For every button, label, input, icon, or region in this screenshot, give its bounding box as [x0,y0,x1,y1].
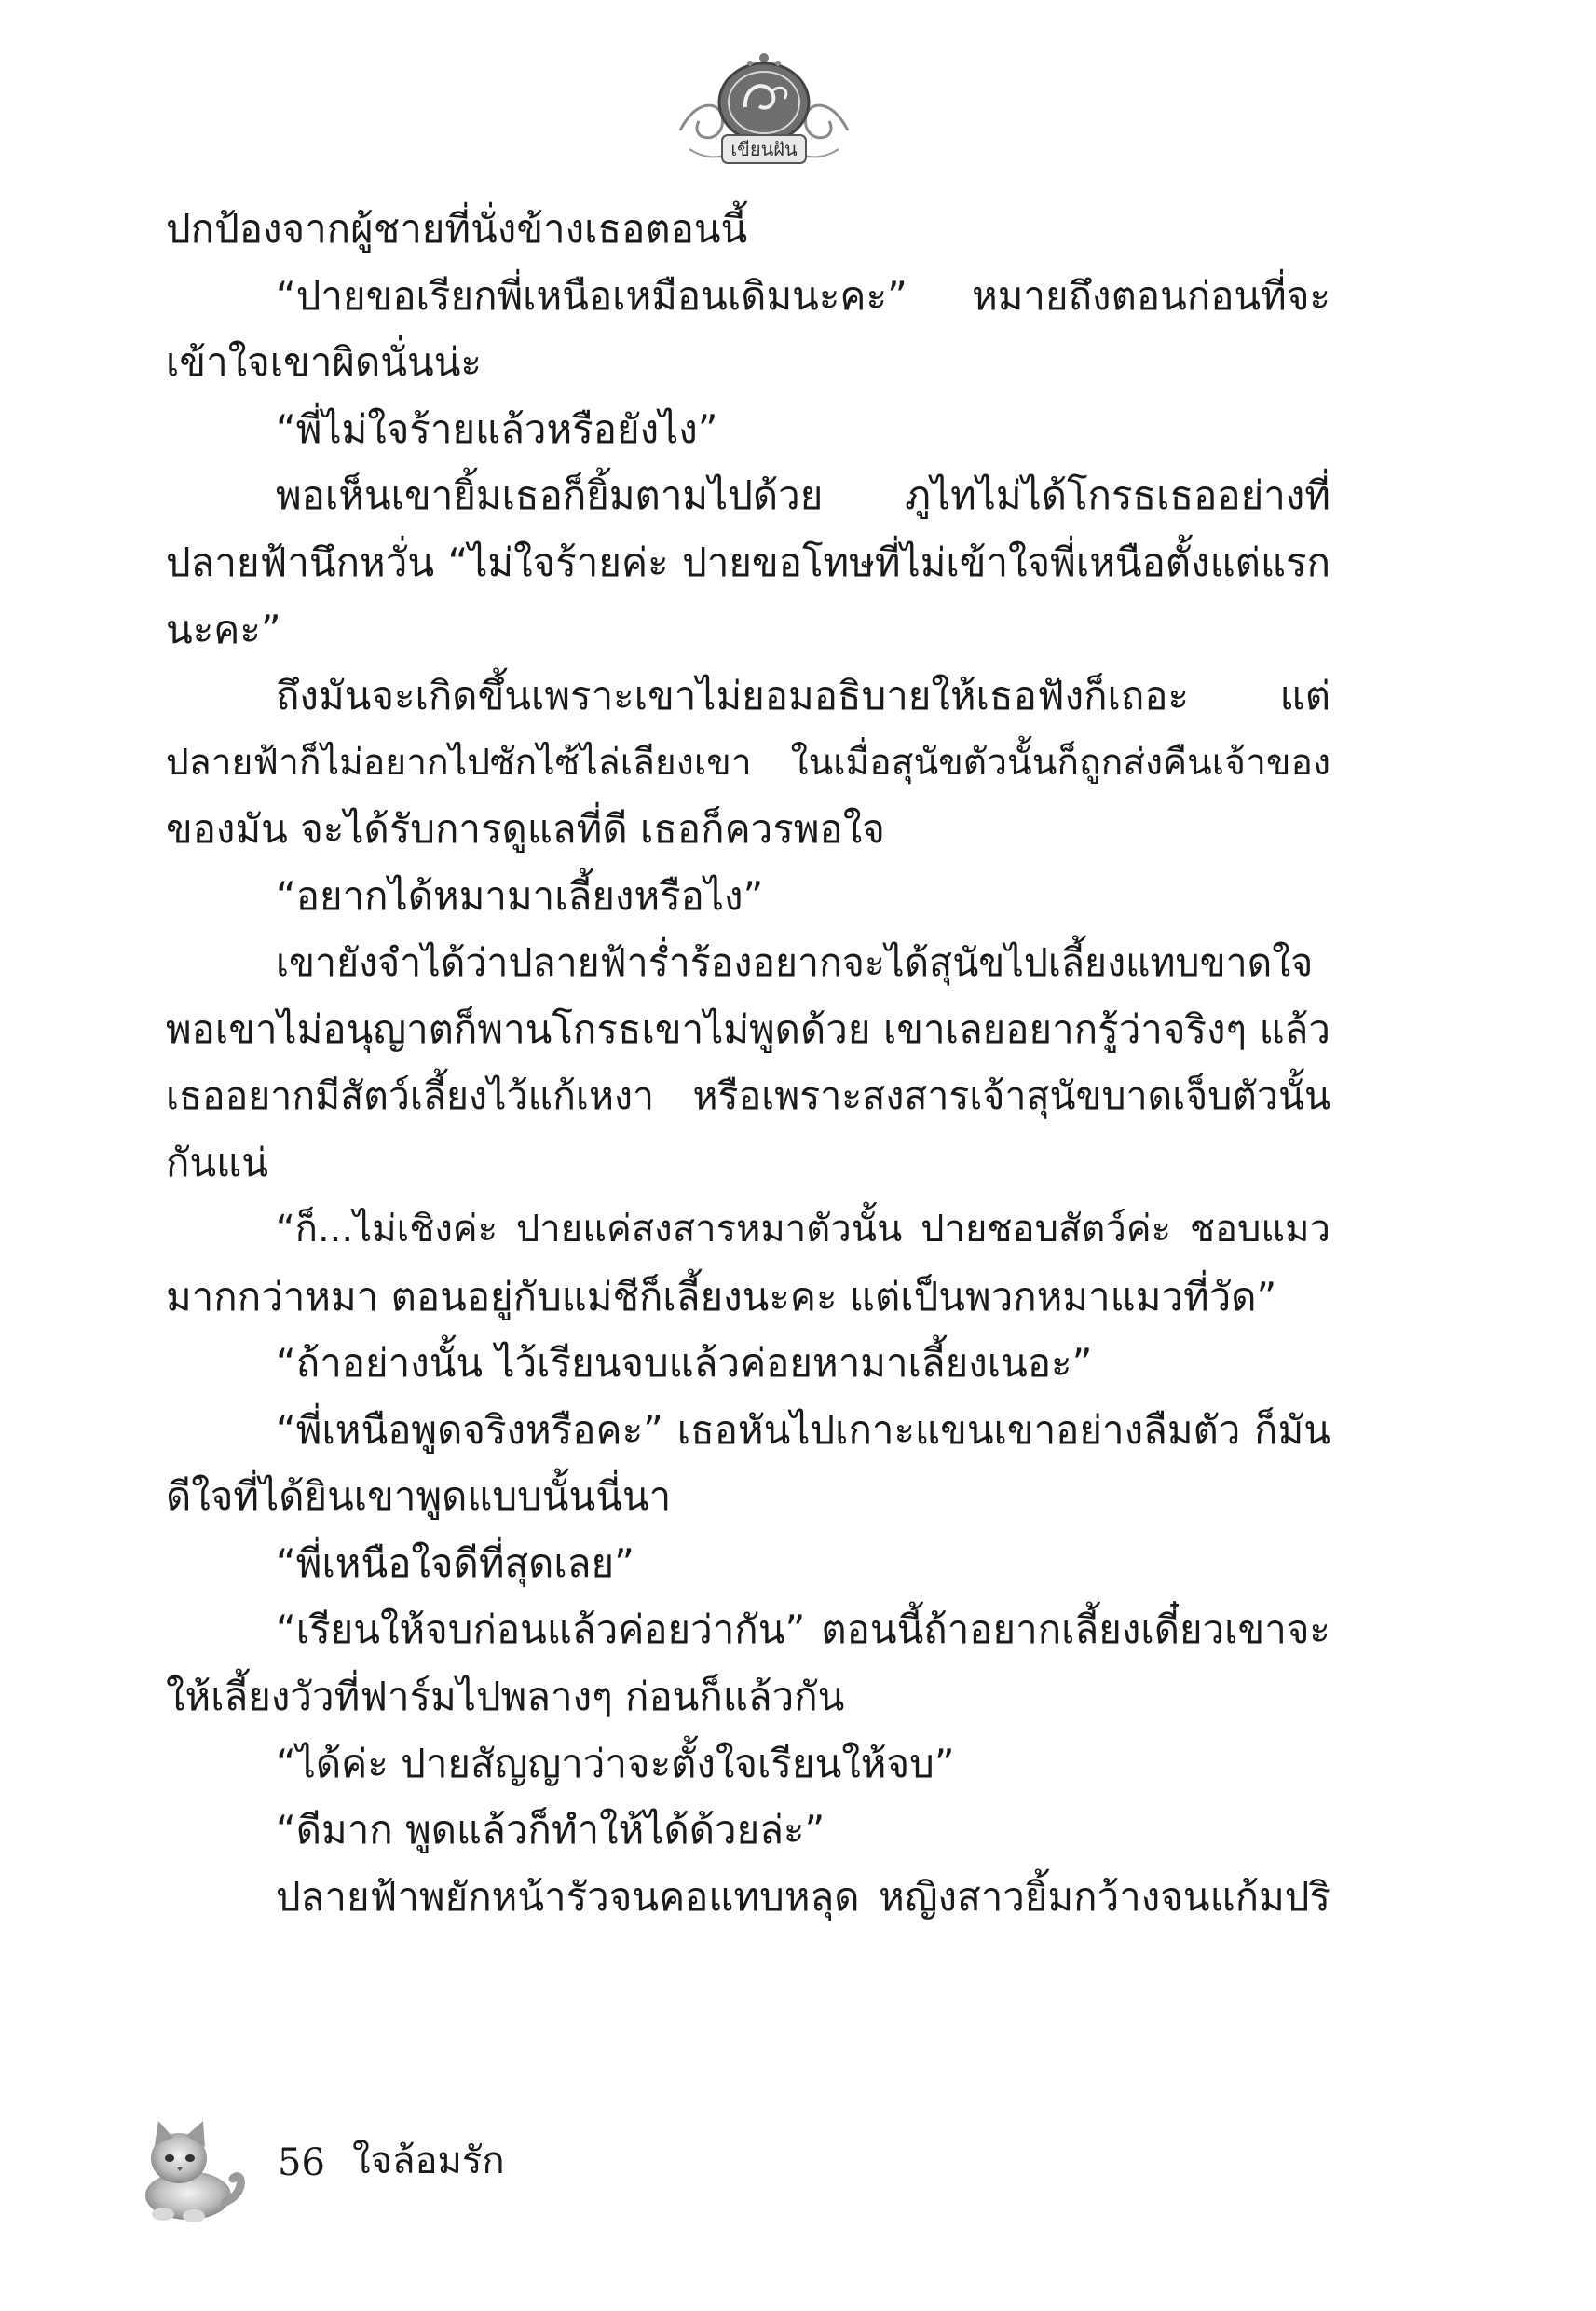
page-number: 56 [278,2141,325,2184]
text-line: “อยากได้หมามาเลี้ยงหรือไง” [276,872,764,919]
text-line: เธออยากมีสัตว์เลี้ยงไว้แก้เหงา หรือเพราะสงสารเจ้าสุนัขบาดเจ็บตัวนั้น [166,1073,1330,1118]
text-line: “พี่เหนือพูดจริงหรือคะ” เธอหันไปเกาะแขนเขาอย่างลืมตัว ก็มัน [276,1406,1330,1453]
text-line: “ก็...ไม่เชิงค่ะ ปายแค่สงสารหมาตัวนั้น ปายชอบสัตว์ค่ะ ชอบแมว [276,1207,1330,1251]
text-line: มากกว่าหมา ตอนอยู่กับแม่ชีก็เลี้ยงนะคะ แต่เป็นพวกหมาแมวที่วัด” [166,1273,1277,1320]
text-line: “พี่เหนือใจดีที่สุดเลย” [276,1539,634,1586]
text-line: กันแน่ [166,1140,268,1186]
text-line: เข้าใจเขาผิดนั่นน่ะ [166,339,482,386]
publisher-logo-text: เขียนฝัน [730,138,798,160]
text-line: “ได้ค่ะ ปายสัญญาว่าจะตั้งใจเรียนให้จบ” [276,1740,955,1786]
text-line: ของมัน จะได้รับการดูแลที่ดี เธอก็ควรพอใจ [166,806,885,853]
text-line: “พี่ไม่ใจร้ายแล้วหรือยังไง” [276,405,718,452]
kitten-icon [121,2113,252,2225]
text-line: ให้เลี้ยงวัวที่ฟาร์มไปพลางๆ ก่อนก็แล้วกัน [166,1674,845,1720]
page-body [166,196,1330,1930]
text-line: ปลายฟ้าพยักหน้ารัวจนคอแทบหลุด หญิงสาวยิ้มกว้างจนแก้มปริ [276,1873,1330,1920]
text-line: นะคะ” [166,606,281,652]
text-line: ดีใจที่ได้ยินเขาพูดแบบนั้นนี่นา [166,1473,672,1520]
text-line: ปกป้องจากผู้ชายที่นั่งข้างเธอตอนนี้ [166,206,748,252]
text-line: พอเห็นเขายิ้มเธอก็ยิ้มตามไปด้วย ภูไทไม่ได้โกรธเธออย่างที่ [276,472,1330,519]
text-line: ถึงมันจะเกิดขึ้นเพราะเขาไม่ยอมอธิบายให้เธอฟังก็เถอะ แต่ [276,673,1330,719]
book-title: ใจล้อมรัก [352,2140,505,2182]
text-line: “เรียนให้จบก่อนแล้วค่อยว่ากัน” ตอนนี้ถ้าอยากเลี้ยงเดี๋ยวเขาจะ [276,1607,1330,1653]
text-line: “ดีมาก พูดแล้วก็ทำให้ได้ด้วยล่ะ” [276,1807,825,1853]
text-line: เขายังจำได้ว่าปลายฟ้าร่ำร้องอยากจะได้สุนัขไปเลี้ยงแทบขาดใจ [276,939,1314,985]
text-line: ปลายฟ้านึกหวั่น “ไม่ใจร้ายค่ะ ปายขอโทษที่ไม่เข้าใจพี่เหนือตั้งแต่แรก [166,539,1330,585]
text-line: ปลายฟ้าก็ไม่อยากไปซักไซ้ไล่เลียงเขา ในเมื่อสุนัขตัวนั้นก็ถูกส่งคืนเจ้าของ [166,741,1330,784]
text-line: “ปายขอเรียกพี่เหนือเหมือนเดิมนะคะ” หมายถึงตอนก่อนที่จะ [276,272,1330,319]
text-line: “ถ้าอย่างนั้น ไว้เรียนจบแล้วค่อยหามาเลี้ยงเนอะ” [276,1340,1093,1387]
text-line: พอเขาไม่อนุญาตก็พานโกรธเขาไม่พูดด้วย เขาเลยอยากรู้ว่าจริงๆ แล้ว [166,1006,1330,1053]
